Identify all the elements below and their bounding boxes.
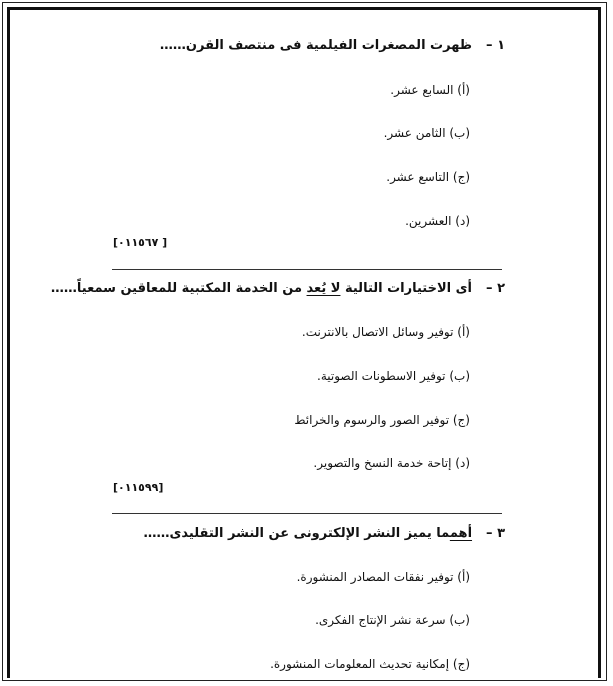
question-2-option-a: (أ) توفير وسائل الاتصال بالانترنت. xyxy=(301,325,470,339)
question-2-text-after: من الخدمة المكتبية للمعاقين سمعياً…… xyxy=(50,281,307,296)
question-1-title xyxy=(160,38,505,53)
question-1-option-c: (ج) التاسع عشر. xyxy=(386,170,470,184)
question-3-option-a: (أ) توفير نفقات المصادر المنشورة. xyxy=(296,570,470,584)
question-2-code: [٠١١٥٩٩] xyxy=(113,481,164,494)
question-2-option-d: (د) إتاحة خدمة النسخ والتصوير. xyxy=(313,456,470,470)
question-3-number: ٣ – xyxy=(486,526,505,541)
question-3-text-after: ما يميز النشر الإلكترونى عن النشر التقليدى…… xyxy=(143,526,450,541)
question-3-option-b: (ب) سرعة نشر الإنتاج الفكرى. xyxy=(315,613,470,627)
question-1-text: ظهرت المصغرات الفيلمية فى منتصف القرن…… xyxy=(159,38,473,53)
question-1-code: [٠١١٥٦٧ ] xyxy=(113,236,168,249)
question-1-option-a: (أ) السابع عشر. xyxy=(390,83,470,97)
question-1-option-b: (ب) الثامن عشر. xyxy=(383,126,470,140)
separator-2 xyxy=(112,513,502,514)
question-2-text-before: أى الاختيارات التالية xyxy=(340,281,473,296)
question-2-option-b: (ب) توفير الاسطونات الصوتية. xyxy=(317,369,470,383)
question-3-option-c: (ج) إمكانية تحديث المعلومات المنشورة. xyxy=(270,657,470,671)
question-2-option-c: (ج) توفير الصور والرسوم والخرائط xyxy=(294,413,470,427)
question-3-title xyxy=(143,526,505,541)
question-2-text-underlined: لا يُعد xyxy=(306,281,341,296)
question-1-option-d: (د) العشرين. xyxy=(405,214,470,228)
separator-1 xyxy=(112,269,502,270)
question-3-text-underlined: أهم xyxy=(449,526,473,541)
question-2-title xyxy=(51,281,505,296)
question-1-number: ١ – xyxy=(486,38,505,53)
question-2-number: ٢ – xyxy=(486,281,505,296)
